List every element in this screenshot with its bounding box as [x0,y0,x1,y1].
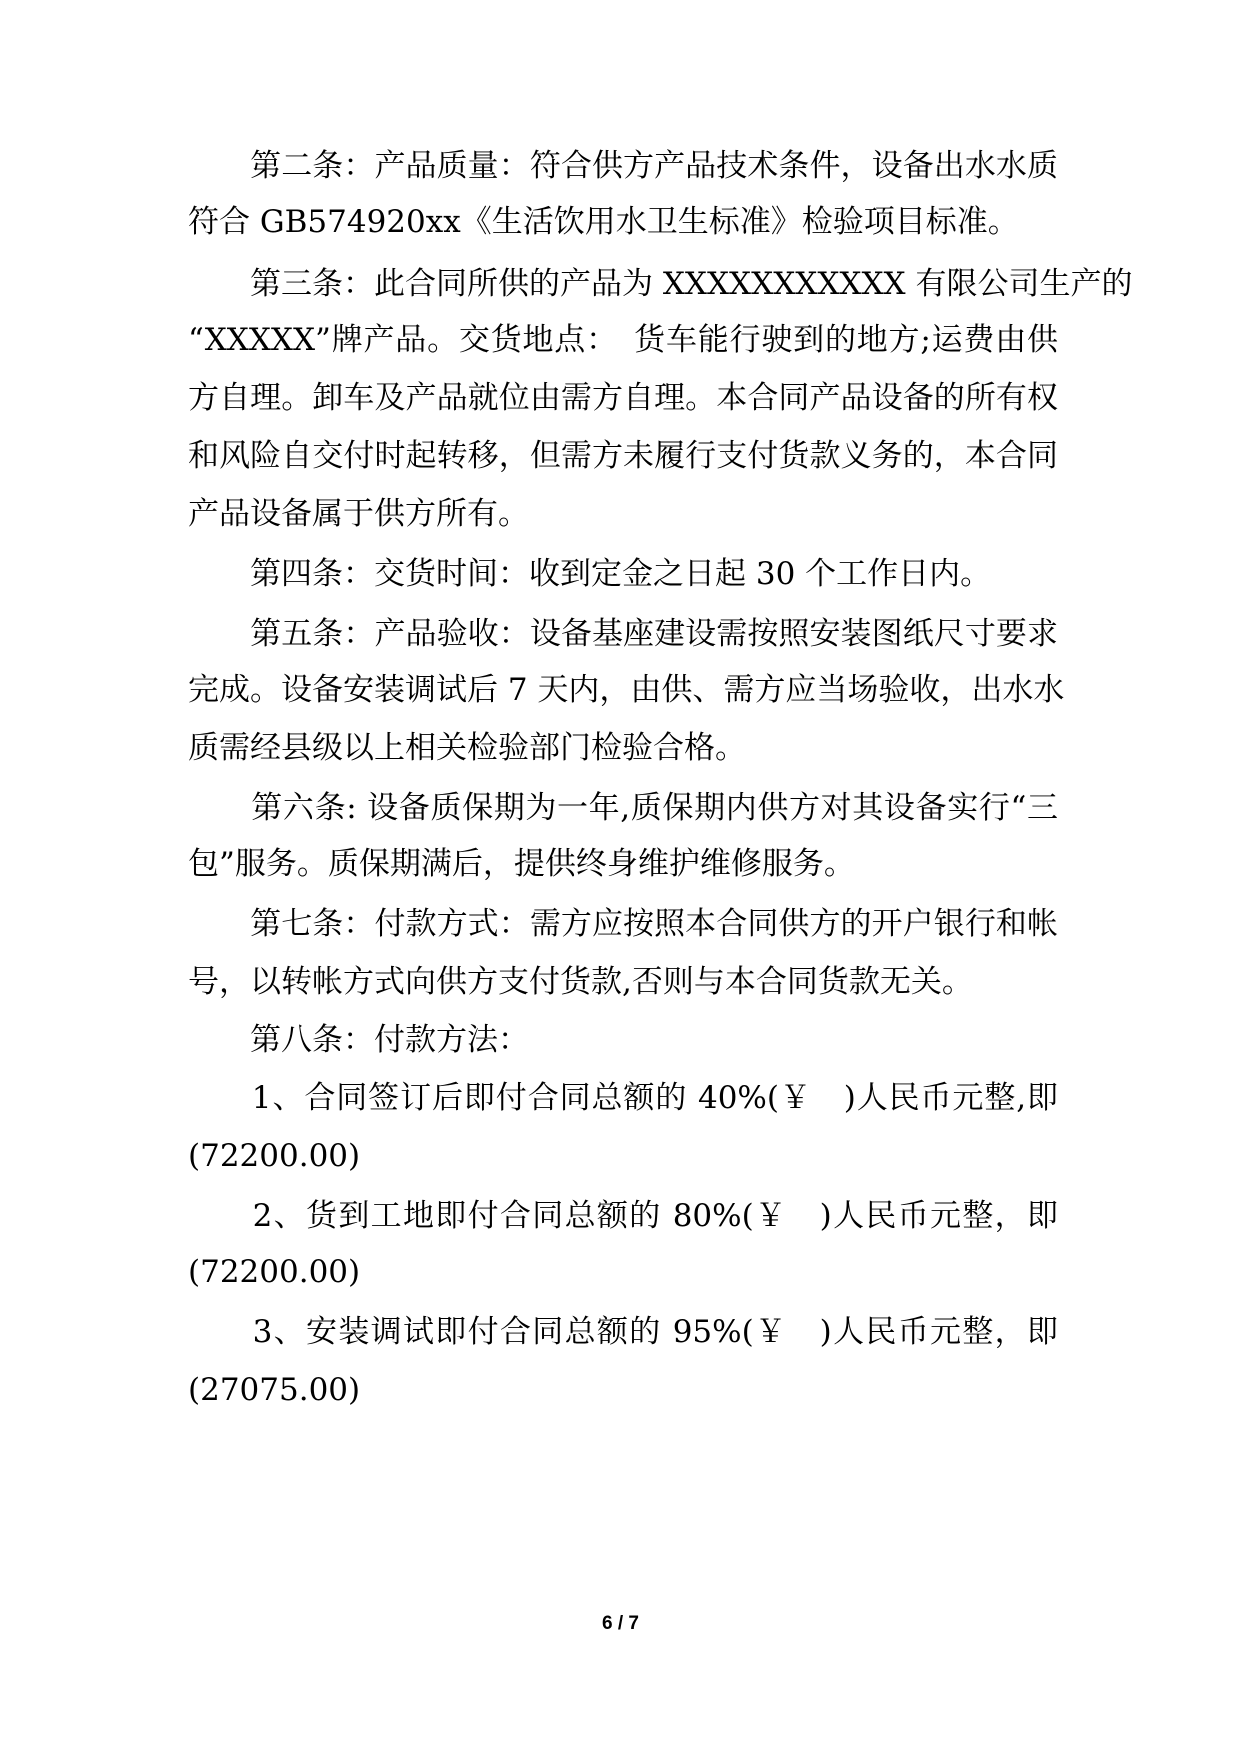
text-line: 1、合同签订后即付合同总额的 40%(￥ )人民币元整,即 [188,1080,1058,1116]
text-line: (27075.00) [188,1372,361,1408]
text-line: (72200.00) [188,1138,361,1174]
text-line: 包”服务。质保期满后，提供终身维护维修服务。 [188,846,855,882]
text-line: 完成。设备安装调试后 7 天内，由供、需方应当场验收，出水水 [188,672,1065,708]
text-line: 第三条：此合同所供的产品为 XXXXXXXXXXX 有限公司生产的 [188,266,1133,302]
page-number: 6 / 7 [602,1613,639,1634]
text-line: 第五条：产品验收：设备基座建设需按照安装图纸尺寸要求 [188,616,1058,652]
text-line: 号，以转帐方式向供方支付货款,否则与本合同货款无关。 [188,964,973,1000]
text-line: 和风险自交付时起转移，但需方未履行支付货款义务的，本合同 [188,438,1058,474]
text-line: 产品设备属于供方所有。 [188,496,529,532]
text-line: 3、安装调试即付合同总额的 95%(￥ )人民币元整，即 [188,1314,1058,1350]
text-line: 第四条：交货时间：收到定金之日起 30 个工作日内。 [188,556,992,592]
text-line: 第八条：付款方法： [188,1022,529,1058]
text-line: 第七条：付款方式：需方应按照本合同供方的开户银行和帐 [188,906,1058,942]
text-line: 质需经县级以上相关检验部门检验合格。 [188,730,746,766]
text-line: 第二条：产品质量：符合供方产品技术条件，设备出水水质 [188,148,1058,184]
text-line: 符合 GB574920xx《生活饮用水卫生标准》检验项目标准。 [188,204,1019,240]
text-line: “XXXXX”牌产品。交货地点： 货车能行驶到的地方;运费由供 [188,322,1058,358]
text-line: 第六条: 设备质保期为一年,质保期内供方对其设备实行“三 [188,790,1058,826]
text-line: 方自理。卸车及产品就位由需方自理。本合同产品设备的所有权 [188,380,1058,416]
text-line: (72200.00) [188,1254,361,1290]
text-line: 2、货到工地即付合同总额的 80%(￥ )人民币元整，即 [188,1198,1058,1234]
